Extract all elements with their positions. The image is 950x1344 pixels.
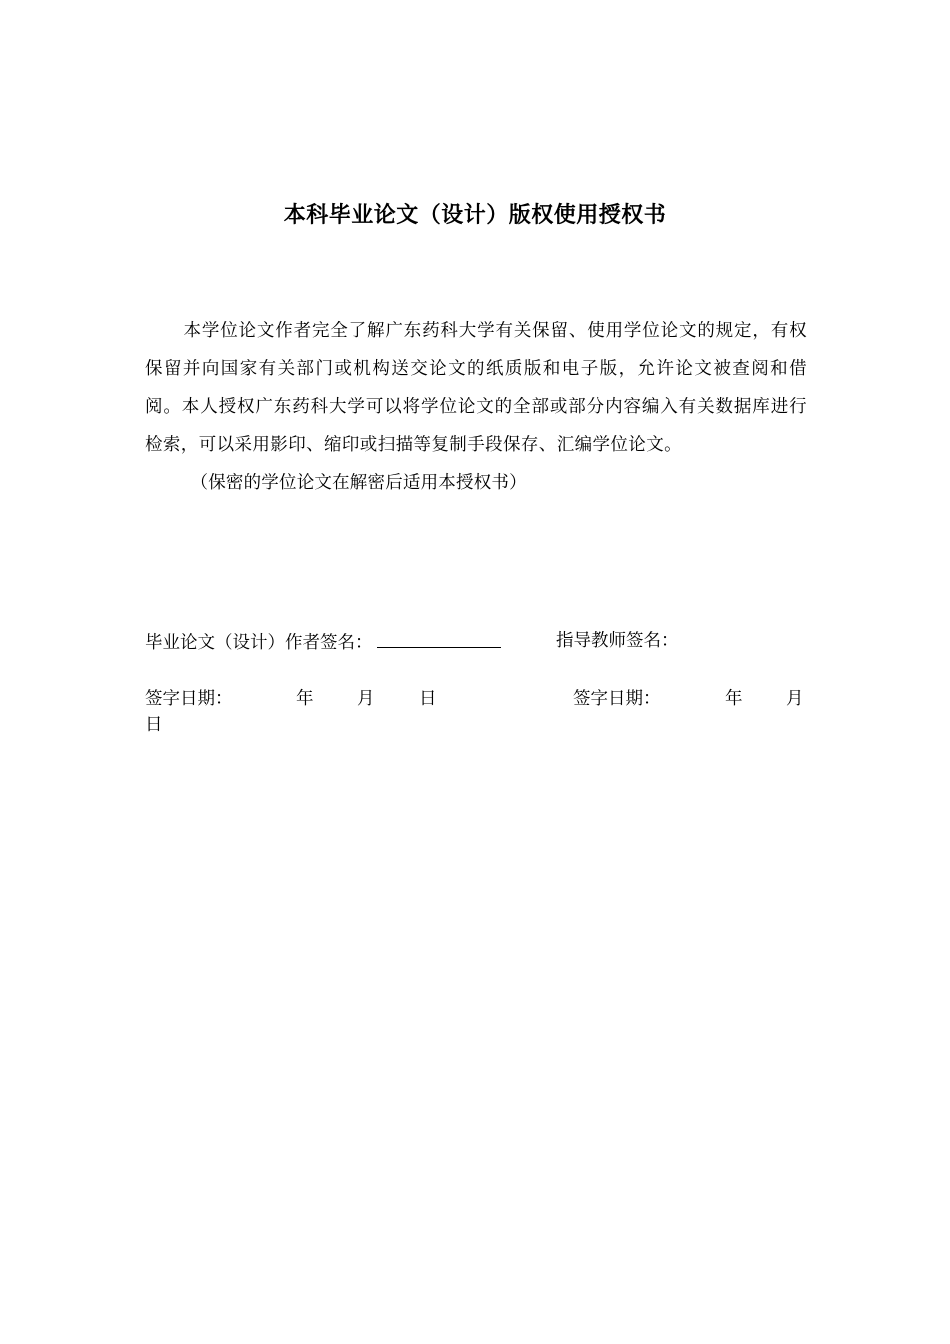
right-date-day: 日 xyxy=(145,715,163,735)
right-date-month: 月 xyxy=(786,689,804,709)
date-row xyxy=(145,686,807,746)
author-signature-label: 毕业论文（设计）作者签名： xyxy=(145,633,373,653)
authorization-paragraph: 本学位论文作者完全了解广东药科大学有关保留、使用学位论文的规定，有权保留并向国家有关部门或机构送交论文的纸质版和电子版，允许论文被查阅和借阅。本人授权广东药科大学可以将学位论文的全部或部分内容编入有关数据库进行检索，可以采用影印、缩印或扫描等复制手段保存、汇编学位论文。 xyxy=(145,321,807,455)
author-signature-line[interactable] xyxy=(377,627,501,648)
left-date-day: 日 xyxy=(419,689,437,709)
signature-row xyxy=(145,627,807,657)
page-title: 本科毕业论文（设计）版权使用授权书 xyxy=(283,203,667,228)
authorization-body xyxy=(145,312,807,502)
right-date-year: 年 xyxy=(725,689,743,709)
left-date-label: 签字日期： xyxy=(145,689,233,709)
left-date-year: 年 xyxy=(296,689,314,709)
confidential-note: （保密的学位论文在解密后适用本授权书） xyxy=(190,473,527,493)
advisor-signature-label: 指导教师签名： xyxy=(556,631,679,651)
left-date-month: 月 xyxy=(357,689,375,709)
right-date-label: 签字日期： xyxy=(573,689,661,709)
